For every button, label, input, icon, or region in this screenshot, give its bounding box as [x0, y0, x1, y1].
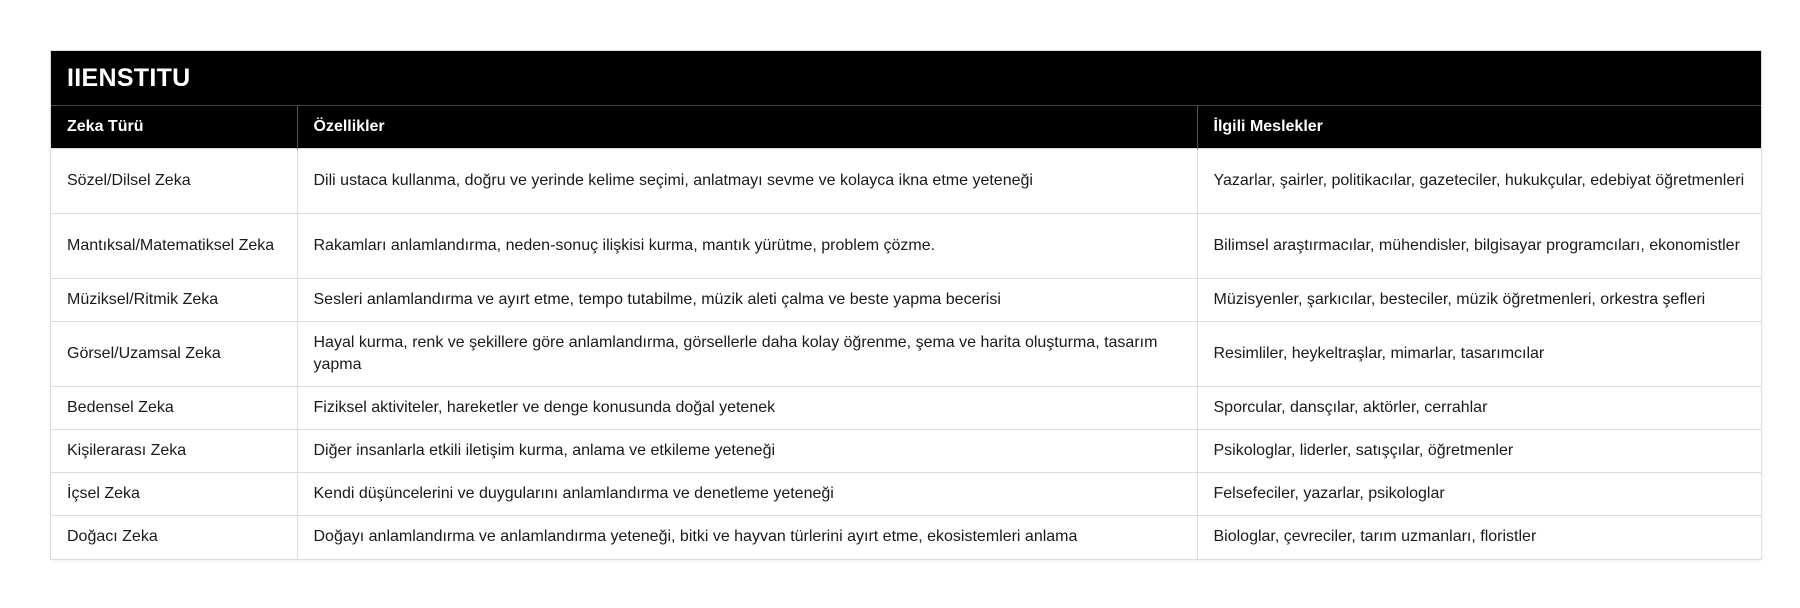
cell-professions: Yazarlar, şairler, politikacılar, gazeteciler, hukukçular, edebiyat öğretmenleri — [1197, 149, 1761, 214]
table-row — [51, 387, 1761, 430]
cell-features: Sesleri anlamlandırma ve ayırt etme, tempo tutabilme, müzik aleti çalma ve beste yapma becerisi — [297, 279, 1197, 322]
table-row — [51, 322, 1761, 387]
cell-professions: Sporcular, dansçılar, aktörler, cerrahlar — [1197, 387, 1761, 430]
table-row — [51, 430, 1761, 473]
cell-type: Müziksel/Ritmik Zeka — [51, 279, 297, 322]
brand-title: IIENSTITU — [51, 51, 1761, 106]
cell-features: Rakamları anlamlandırma, neden-sonuç ilişkisi kurma, mantık yürütme, problem çözme. — [297, 214, 1197, 279]
data-table — [51, 106, 1761, 559]
table-row — [51, 279, 1761, 322]
table-row — [51, 473, 1761, 516]
cell-type: Doğacı Zeka — [51, 516, 297, 559]
table-row — [51, 516, 1761, 559]
cell-type: İçsel Zeka — [51, 473, 297, 516]
cell-features: Doğayı anlamlandırma ve anlamlandırma yeteneği, bitki ve hayvan türlerini ayırt etme, ekosistemleri anlama — [297, 516, 1197, 559]
header-row — [51, 106, 1761, 149]
cell-type: Sözel/Dilsel Zeka — [51, 149, 297, 214]
cell-professions: Felsefeciler, yazarlar, psikologlar — [1197, 473, 1761, 516]
column-header-features: Özellikler — [297, 106, 1197, 149]
cell-type: Görsel/Uzamsal Zeka — [51, 322, 297, 387]
cell-features: Kendi düşüncelerini ve duygularını anlamlandırma ve denetleme yeteneği — [297, 473, 1197, 516]
table-row — [51, 214, 1761, 279]
cell-features: Fiziksel aktiviteler, hareketler ve denge konusunda doğal yetenek — [297, 387, 1197, 430]
cell-professions: Bilimsel araştırmacılar, mühendisler, bilgisayar programcıları, ekonomistler — [1197, 214, 1761, 279]
cell-features: Diğer insanlarla etkili iletişim kurma, anlama ve etkileme yeteneği — [297, 430, 1197, 473]
cell-features: Dili ustaca kullanma, doğru ve yerinde kelime seçimi, anlatmayı sevme ve kolayca ikna etme yeteneği — [297, 149, 1197, 214]
cell-professions: Biologlar, çevreciler, tarım uzmanları, floristler — [1197, 516, 1761, 559]
table-row — [51, 149, 1761, 214]
cell-type: Mantıksal/Matematiksel Zeka — [51, 214, 297, 279]
cell-features: Hayal kurma, renk ve şekillere göre anlamlandırma, görsellerle daha kolay öğrenme, şema ve harita oluşturma, tasarım yapma — [297, 322, 1197, 387]
cell-professions: Resimliler, heykeltraşlar, mimarlar, tasarımcılar — [1197, 322, 1761, 387]
cell-type: Bedensel Zeka — [51, 387, 297, 430]
intelligence-types-table — [50, 50, 1762, 560]
cell-type: Kişilerarası Zeka — [51, 430, 297, 473]
cell-professions: Psikologlar, liderler, satışçılar, öğretmenler — [1197, 430, 1761, 473]
cell-professions: Müzisyenler, şarkıcılar, besteciler, müzik öğretmenleri, orkestra şefleri — [1197, 279, 1761, 322]
column-header-type: Zeka Türü — [51, 106, 297, 149]
column-header-professions: İlgili Meslekler — [1197, 106, 1761, 149]
